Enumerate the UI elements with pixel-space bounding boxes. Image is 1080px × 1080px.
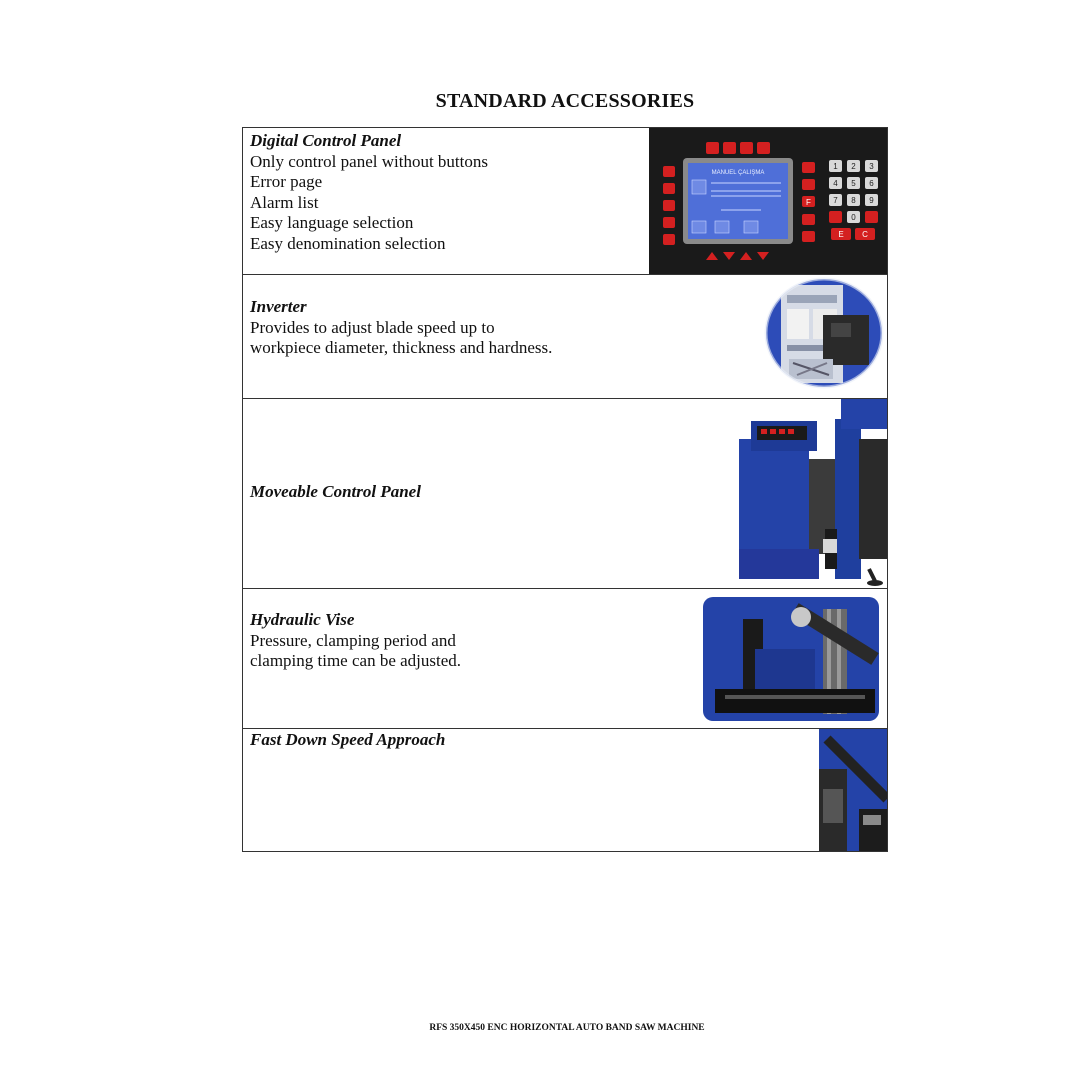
accessory-row-digital-control-panel — [243, 128, 887, 275]
page-footer: RFS 350X450 ENC HORIZONTAL AUTO BAND SAW MACHINE — [429, 1023, 705, 1033]
keypad-key: 4 — [833, 179, 838, 188]
accessory-line: workpiece diameter, thickness and hardness. — [250, 338, 553, 358]
accessory-text — [250, 131, 488, 255]
page-title: STANDARD ACCESSORIES — [435, 90, 695, 112]
accessory-heading: Fast Down Speed Approach — [250, 730, 446, 749]
accessory-line: Error page — [250, 172, 323, 192]
accessory-line: Easy denomination selection — [250, 233, 446, 253]
inverter-photo — [753, 275, 887, 397]
accessory-heading: Moveable Control Panel — [250, 482, 421, 501]
keypad-key: 0 — [851, 213, 856, 222]
accessory-line: Easy language selection — [250, 213, 414, 233]
accessory-heading: Hydraulic Vise — [250, 610, 355, 629]
accessory-row-moveable-control-panel — [243, 399, 887, 589]
keypad-key: E — [838, 230, 844, 239]
accessory-row-fast-down-speed — [243, 729, 887, 851]
moveable-panel-photo — [739, 399, 887, 588]
keypad-key: 7 — [833, 196, 838, 205]
keypad-key: F — [806, 198, 811, 207]
control-panel-photo — [649, 128, 887, 274]
hydraulic-vise-photo — [695, 589, 887, 728]
accessory-line: Alarm list — [250, 192, 319, 212]
accessory-row-inverter — [243, 275, 887, 399]
screen-title: MANUEL ÇALIŞMA — [711, 170, 765, 176]
accessory-row-hydraulic-vise — [243, 589, 887, 729]
accessory-line: Only control panel without buttons — [250, 151, 488, 171]
fast-down-photo — [819, 729, 887, 851]
accessory-heading: Digital Control Panel — [250, 131, 402, 150]
accessory-text — [250, 482, 421, 503]
accessory-line: Provides to adjust blade speed up to — [250, 317, 495, 337]
accessory-line: Pressure, clamping period and — [250, 630, 456, 650]
keypad-key: C — [862, 230, 868, 239]
accessory-heading: Inverter — [250, 297, 307, 316]
keypad-key: 6 — [869, 179, 874, 188]
keypad-key: 8 — [851, 196, 856, 205]
accessory-text — [250, 610, 461, 672]
keypad-key: 2 — [851, 162, 856, 171]
keypad-key: 5 — [851, 179, 856, 188]
keypad-key: 1 — [833, 162, 838, 171]
accessory-text — [250, 730, 445, 751]
keypad-key: 9 — [869, 196, 874, 205]
accessory-text — [250, 297, 552, 359]
keypad-key: 3 — [869, 162, 874, 171]
accessory-line: clamping time can be adjusted. — [250, 651, 462, 671]
accessories-table — [242, 127, 888, 852]
